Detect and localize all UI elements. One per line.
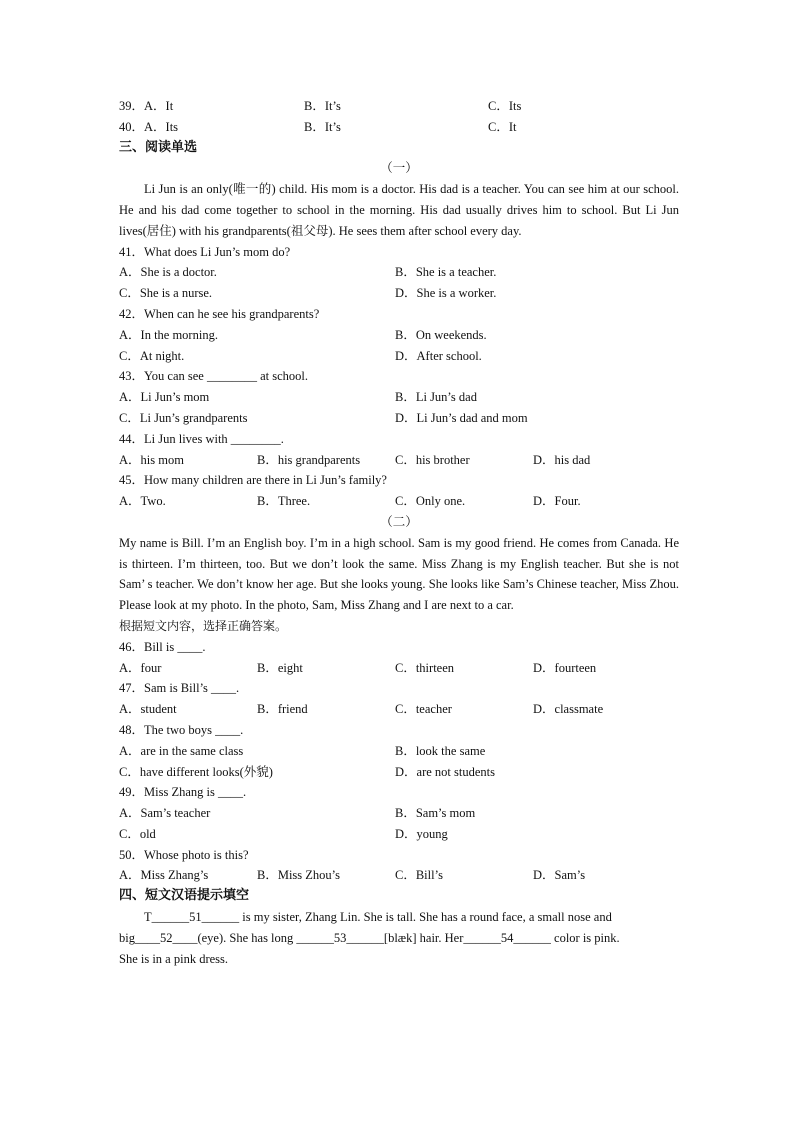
question-40 [119, 117, 679, 138]
options-row [119, 387, 679, 408]
option-c: C．Its [488, 99, 522, 113]
option-a: A．Miss Zhang’s [119, 868, 209, 883]
question-49: 49．Miss Zhang is ____. [119, 785, 247, 800]
option-b: B．friend [257, 702, 308, 717]
option-b: B．It’s [304, 99, 341, 113]
options-row [119, 283, 679, 304]
section-3-title: 三、阅读单选 [119, 139, 198, 155]
option-b: B．She is a teacher. [395, 265, 497, 280]
option-a: A．his mom [119, 452, 184, 467]
option-a: A．four [119, 660, 162, 675]
option-d: D．After school. [395, 348, 482, 363]
question-39 [119, 96, 679, 117]
options-row [119, 865, 679, 886]
option-a: 40．A．Its [119, 119, 179, 134]
option-d: D．Li Jun’s dad and mom [395, 410, 528, 425]
option-d: D．young [395, 826, 448, 841]
option-a: 39．A．It [119, 99, 174, 113]
option-c: C．Li Jun’s grandparents [119, 410, 248, 425]
passage-2-instruction: 根据短文内容，选择正确答案。 [119, 618, 288, 633]
options-row [119, 346, 679, 367]
option-b: B．eight [257, 660, 303, 675]
option-c: C．his brother [395, 452, 470, 467]
options-row [119, 824, 679, 845]
option-c: C．thirteen [395, 660, 455, 675]
question-44: 44．Li Jun lives with ________. [119, 431, 284, 446]
option-b: B．Three. [257, 494, 311, 509]
option-a: A．Sam’s teacher [119, 806, 211, 821]
worksheet-page [119, 96, 679, 969]
options-row [119, 325, 679, 346]
passage-2-label: （二） [380, 514, 418, 529]
option-c: C．She is a nurse. [119, 286, 213, 301]
options-row [119, 491, 679, 512]
passage-3-line-2: big____52____(eye). She has long ______53______[blæk] hair. Her______54______ color is pink. [119, 930, 620, 945]
options-row [119, 741, 679, 762]
question-48: 48．The two boys ____. [119, 722, 244, 737]
option-d: D．are not students [395, 764, 495, 779]
option-c: C．Only one. [395, 494, 466, 509]
option-b: B．Sam’s mom [395, 806, 476, 821]
option-d: D．classmate [533, 702, 604, 717]
question-46: 46．Bill is ____. [119, 639, 206, 654]
option-b: B．It’s [304, 119, 341, 134]
option-c: C．teacher [395, 702, 452, 717]
question-50: 50．Whose photo is this? [119, 847, 249, 862]
option-c: C．At night. [119, 348, 185, 363]
options-row [119, 262, 679, 283]
option-a: A．Li Jun’s mom [119, 390, 210, 405]
option-c: C．It [488, 119, 517, 134]
option-b: B．his grandparents [257, 452, 361, 467]
option-a: A．She is a doctor. [119, 265, 217, 280]
options-row [119, 450, 679, 471]
option-a: A．Two. [119, 494, 166, 509]
passage-3-line-1: T______51______ is my sister, Zhang Lin. She is tall. She has a round face, a small nose and [144, 910, 612, 925]
option-a: A．In the morning. [119, 327, 218, 342]
option-c: C．old [119, 826, 156, 841]
question-45: 45．How many children are there in Li Jun’s family? [119, 473, 387, 488]
option-d: D．his dad [533, 452, 591, 467]
options-row [119, 408, 679, 429]
passage-1-text: Li Jun is an only(唯一的) child. His mom is a doctor. His dad is a teacher. You can see him at our school. He and his dad come together to school in the morning. His dad usually drives him to school. But Li Jun lives(居住) with his grandparents(祖父母). He sees them after school every day. [119, 182, 679, 238]
passage-3-line-3: She is in a pink dress. [119, 951, 229, 966]
question-43: 43．You can see ________ at school. [119, 369, 308, 384]
option-d: D．Four. [533, 494, 581, 509]
option-d: D．She is a worker. [395, 286, 497, 301]
option-a: A．are in the same class [119, 743, 244, 758]
option-d: D．Sam’s [533, 868, 586, 883]
question-41: 41．What does Li Jun’s mom do? [119, 244, 291, 259]
option-d: D．fourteen [533, 660, 597, 675]
options-row [119, 803, 679, 824]
option-b: B．Li Jun’s dad [395, 390, 477, 405]
option-b: B．look the same [395, 743, 486, 758]
option-b: B．Miss Zhou’s [257, 868, 341, 883]
passage-1-label: （一） [380, 161, 418, 176]
option-c: C．Bill’s [395, 868, 443, 883]
question-47: 47．Sam is Bill’s ____. [119, 681, 240, 696]
option-c: C．have different looks(外貌) [119, 764, 273, 779]
options-row [119, 658, 679, 679]
question-42: 42．When can he see his grandparents? [119, 306, 320, 321]
options-row [119, 699, 679, 720]
option-b: B．On weekends. [395, 327, 487, 342]
option-a: A．student [119, 702, 177, 717]
passage-2-text: My name is Bill. I’m an English boy. I’m in a high school. Sam is my good friend. He comes from Canada. He is thirteen. I’m thirteen, too. But we don’t look the same. Miss Zhang is my English teacher. But she is not Sam’ s teacher. We don’t know her age. But she looks young. She looks like Sam’s Chinese teacher, Miss Zhou. Please look at my photo. In the photo, Sam, Miss Zhang and I are next to a car. [119, 535, 679, 613]
options-row [119, 762, 679, 783]
section-4-title: 四、短文汉语提示填空 [119, 888, 250, 904]
